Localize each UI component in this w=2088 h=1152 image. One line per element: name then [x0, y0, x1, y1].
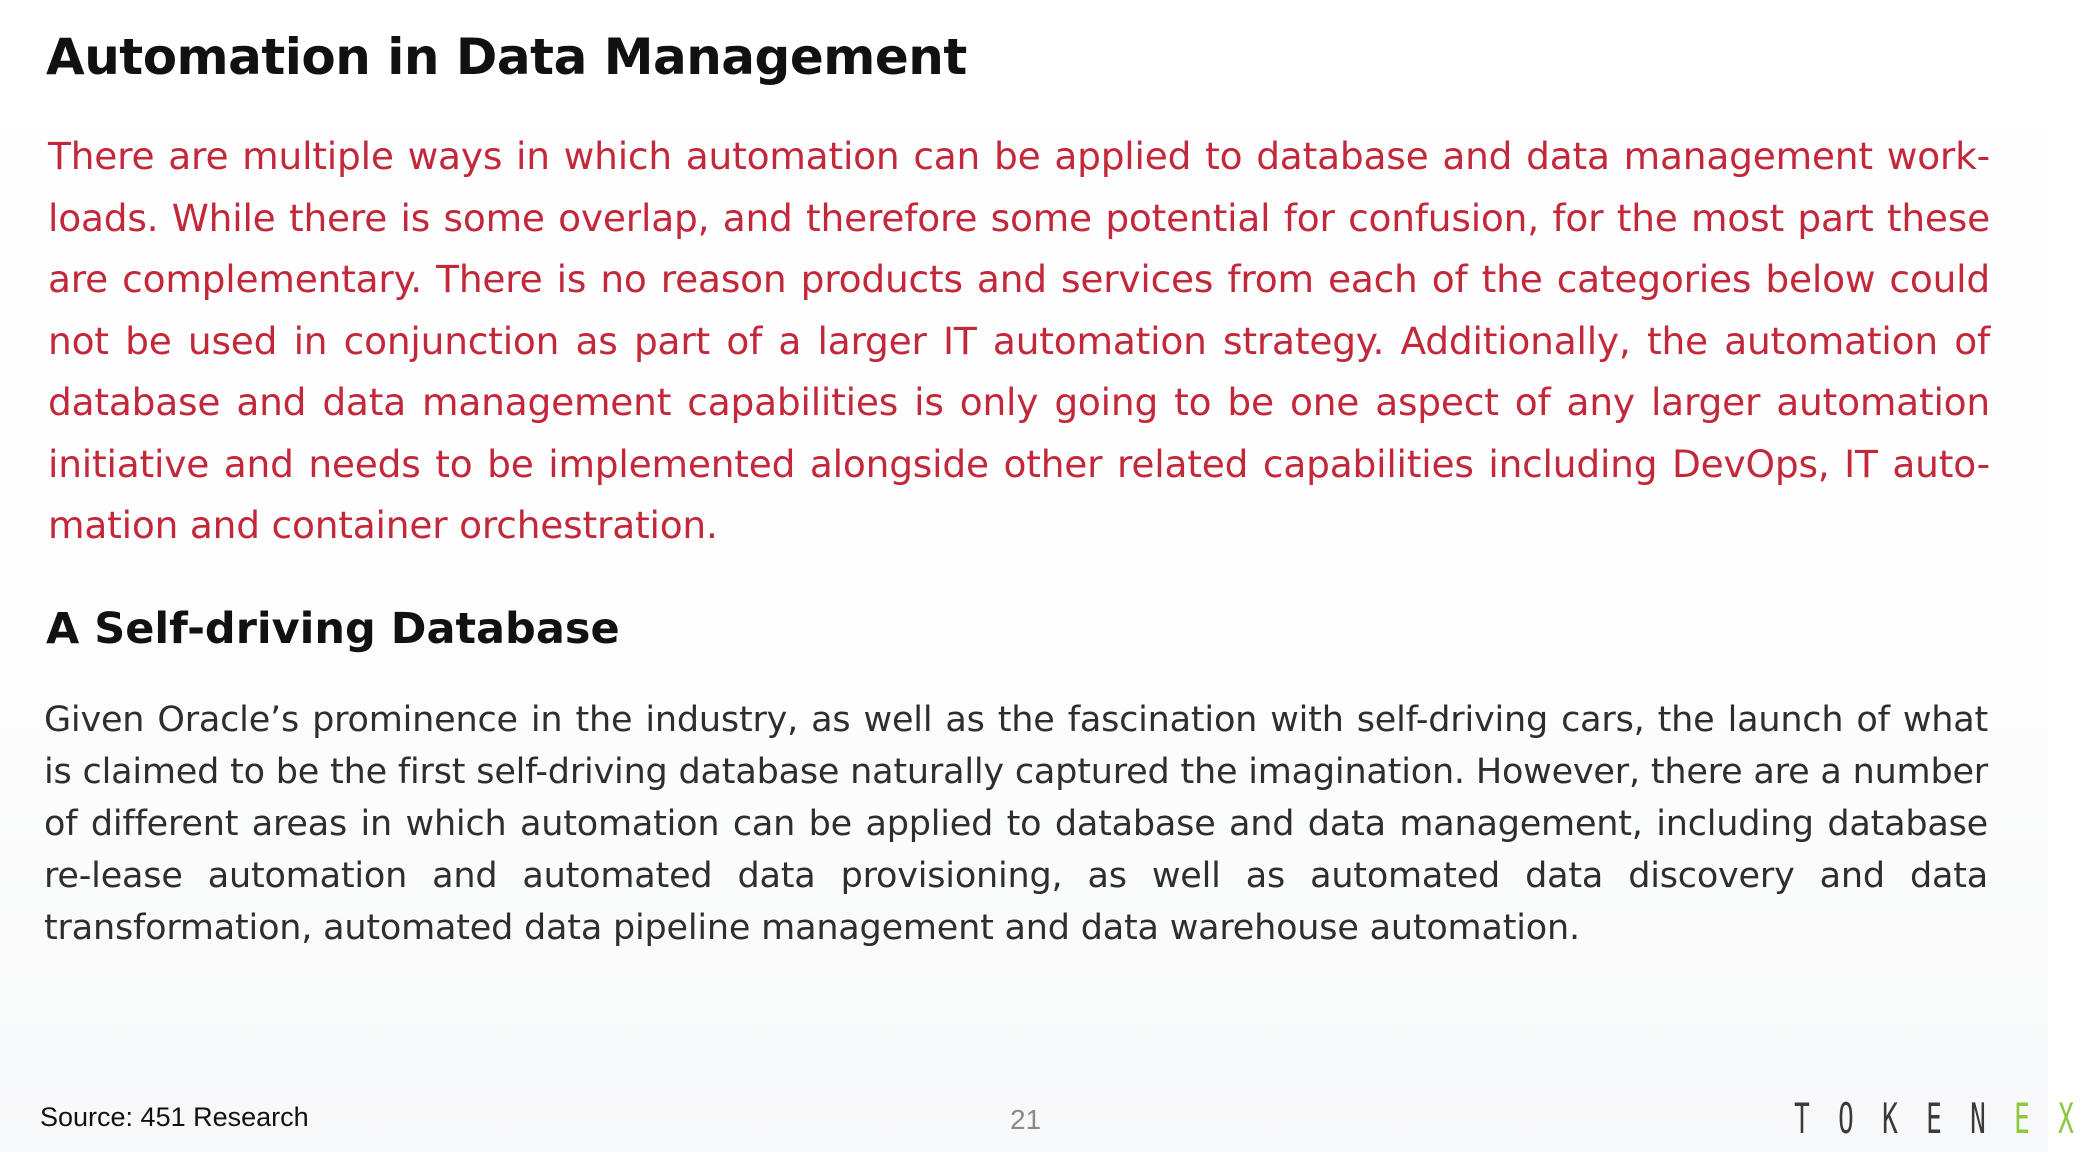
logo-letter-accent: E — [2014, 1093, 2030, 1143]
body-paragraph: Given Oracle’s prominence in the industry, as well as the fascination with self-driving cars, the launch of what is claimed to be the first self-driving database naturally captured the imagination. However, there are a number of different areas in which automation can be applied to database and data management, including database re-lease automation and automated data provisioning, as well as automated data discovery and data transformation, automated data pipeline management and data warehouse automation. — [44, 700, 1988, 948]
logo-letter-accent: X — [2058, 1093, 2074, 1143]
intro-paragraph: There are multiple ways in which automation can be applied to database and data management work-loads. While there is some overlap, and therefore some potential for confusion, for the most part these are complementary. There is no reason products and services from each of the categories below could not be used in conjunction as part of a larger IT automation strategy. Additionally, the automation of database and data management capabilities is only going to be one aspect of any larger automation initiative and needs to be implemented alongside other related capabilities including DevOps, IT auto-mation and container orchestration. — [48, 134, 1990, 547]
section-subtitle: A Self-driving Database — [46, 604, 620, 654]
tokenex-logo — [1780, 1093, 2088, 1143]
logo-letter: K — [1882, 1093, 1898, 1143]
logo-letter: N — [1970, 1093, 1986, 1143]
slide-title: Automation in Data Management — [46, 28, 967, 86]
logo-letter: E — [1926, 1093, 1942, 1143]
page-number: 21 — [1010, 1104, 1042, 1135]
source-citation: Source: 451 Research — [40, 1102, 309, 1132]
logo-letter: O — [1838, 1093, 1854, 1143]
logo-letter: T — [1794, 1093, 1810, 1143]
